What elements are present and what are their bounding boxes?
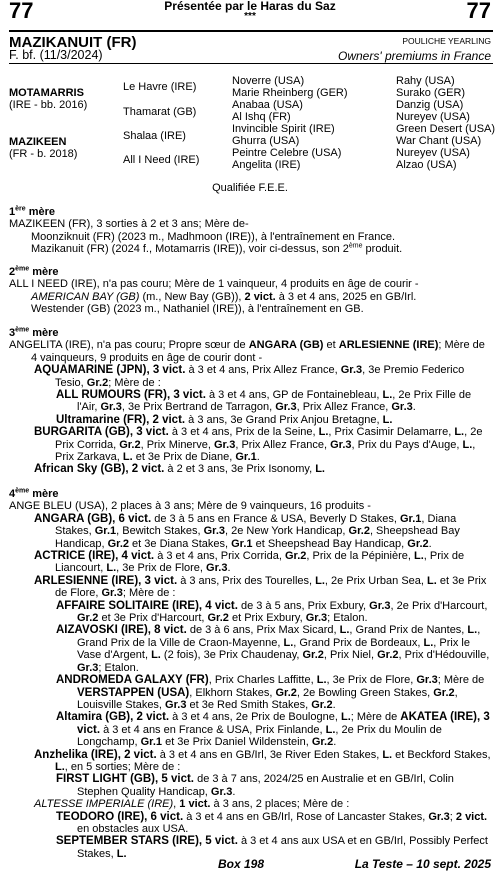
gen3-7: Angelita (IRE) (232, 159, 301, 171)
qualification: Qualifiée F.E.E. (212, 182, 288, 194)
footer-sale: La Teste – 10 sept. 2025 (354, 857, 491, 871)
mere4-first-light: FIRST LIGHT (GB), 5 vict. de 3 à 7 ans, 2024/25 en Australie et en GB/Irl, Colin Stephen Quality Handicap, Gr.3. (56, 773, 454, 798)
mere4-september-stars: SEPTEMBER STARS (IRE), 5 vict. à 3 et 4 ans aux USA et en GB/Irl, Possibly Perfect Stakes, L. (56, 835, 488, 860)
gen3-1: Marie Rheinberg (GER) (232, 87, 348, 99)
gen3-list (232, 75, 348, 171)
gen4-4: Green Desert (USA) (396, 123, 496, 135)
pedigree-sire (9, 87, 87, 111)
mere3-aquamarine: AQUAMARINE (JPN), 3 vict. à 3 et 4 ans, Prix Allez France, Gr.3, 3e Premio Federico Tesio, Gr.2; Mère de : (34, 364, 465, 389)
gen4-3: Nureyev (USA) (396, 111, 470, 123)
dam-name: MAZIKEEN (9, 136, 67, 148)
footer-box: Box 198 (218, 857, 265, 871)
mere2-line3: Westender (GB) (2023 m., Nathaniel (IRE)), à l'entraînement en GB. (31, 303, 364, 316)
lot-number-left: 77 (9, 0, 34, 23)
lot-number-right: 77 (466, 0, 491, 23)
gen2-1: Thamarat (GB) (123, 106, 197, 118)
american-bay: AMERICAN BAY (GB) (31, 290, 140, 303)
gen4-5: War Chant (USA) (396, 135, 482, 147)
mere4-altamira: Altamira (GB), 2 vict. à 3 et 4 ans, 2e Prix de Boulogne, L.; Mère de AKATEA (IRE), 3 vict. à 3 et 4 ans en France & USA, Prix Finlande, L., 2e Prix du Moulin de Longchamp, Gr.1 et 3e Prix Daniel Wildenstein, Gr.2. (56, 711, 490, 749)
section-title-4: 4ème mère (9, 487, 59, 500)
header-rule-bottom (9, 63, 493, 64)
stars: *** (244, 11, 256, 22)
mere1-line2: Moonziknuit (FR) (2023 m., Madhmoon (IRE)), à l'entraînement en France. (31, 230, 396, 243)
pedigree-dam (9, 136, 77, 160)
section-4eme-mere (9, 488, 494, 860)
mere2-line1: ALL I NEED (IRE), n'a pas couru; Mère de 1 vainqueur, 4 produits en âge de courir - (9, 278, 419, 291)
gen3-6: Peintre Celebre (USA) (232, 147, 342, 159)
horse-name: MAZIKANUIT (FR) (9, 34, 137, 51)
owners-premiums: Owners' premiums in France (338, 49, 491, 63)
mere3-burgarita: BURGARITA (GB), 3 vict. à 3 et 4 ans, Prix de la Seine, L., Prix Casimir Delamarre, L., 2e Prix Corrida, Gr.2, Prix Minerve, Gr.3, Prix Allez France, Gr.3, Prix du Pays d'Auge, L., Prix Zarkava, L. et 3e Prix de Diane, Gr.1. (34, 426, 483, 464)
gen4-2: Danzig (USA) (396, 99, 464, 111)
section-title-1: 1ère mère (9, 205, 55, 218)
sire-info: (IRE - bb. 2016) (9, 99, 88, 111)
mere1-line1: MAZIKEEN (FR), 3 sorties à 2 et 3 ans; Mère de- (9, 218, 249, 231)
mere4-actrice: ACTRICE (IRE), 4 vict. à 3 et 4 ans, Prix Corrida, Gr.2, Prix de la Pépinière, L., Prix de Liancourt, L., 3e Prix de Flore, Gr.3. (34, 550, 465, 575)
section-3eme-mere (9, 327, 494, 476)
dam-info: (FR - b. 2018) (9, 148, 78, 160)
gen4-7: Alzao (USA) (396, 159, 457, 171)
gen2-0: Le Havre (IRE) (123, 81, 197, 93)
gen2-2: Shalaa (IRE) (123, 130, 186, 142)
mere2-line2: AMERICAN BAY (GB) (m., New Bay (GB)), 2 vict. à 3 et 4 ans, 2025 en GB/Irl. (31, 290, 417, 303)
gen4-1: Surako (GER) (396, 87, 466, 99)
mere4-andromeda-galaxy: ANDROMEDA GALAXY (FR), Prix Charles Laffitte, L., 3e Prix de Flore, Gr.3; Mère de VERSTAPPEN (USA), Elkhorn Stakes, Gr.2, 2e Bowling Green Stakes, Gr.2, Louisville Stakes, Gr.3 et 3e Red Smith Stakes, Gr.2. (56, 674, 485, 711)
gen4-list (396, 75, 495, 171)
gen3-0: Noverre (USA) (232, 75, 305, 87)
section-title-3: 3ème mère (9, 326, 59, 339)
sire-name: MOTAMARRIS (9, 87, 84, 99)
mere3-ultramarine: Ultramarine (FR), 2 vict. à 3 ans, 3e Grand Prix Anjou Bretagne, L. (56, 413, 393, 426)
mere4-line1: ANGE BLEU (USA), 2 places à 3 ans; Mère de 9 vainqueurs, 16 produits - (9, 500, 371, 513)
gen3-4: Invincible Spirit (IRE) (232, 123, 335, 135)
mere4-teodoro: TEODORO (IRE), 6 vict. à 3 et 4 ans en GB/Irl, Rose of Lancaster Stakes, Gr.3; 2 vict. en obstacles aux USA. (56, 810, 488, 835)
section-title-2: 2ème mère (9, 265, 59, 278)
gen4-0: Rahy (USA) (396, 75, 455, 87)
gen3-5: Ghurra (USA) (232, 135, 300, 147)
section-2eme-mere (9, 266, 494, 316)
presenter: Présentée par le Haras du Saz (164, 0, 336, 13)
gen2-3: All I Need (IRE) (123, 154, 200, 166)
mere3-line1: ANGELITA (IRE), n'a pas couru; Propre sœur de ANGARA (GB) et ARLESIENNE (IRE); Mère de 4 vainqueurs, 9 produits en âge de courir dont - (9, 339, 485, 364)
header-rule-top (9, 30, 493, 32)
section-1ere-mere (9, 206, 494, 256)
mere4-affaire-solitaire: AFFAIRE SOLITAIRE (IRE), 4 vict. de 3 à 5 ans, Prix Exbury, Gr.3, 2e Prix d'Harcourt, Gr.2 et 3e Prix d'Harcourt, Gr.2 et Prix Exbury, Gr.3; Etalon. (56, 599, 488, 625)
mere4-arlesienne: ARLESIENNE (IRE), 3 vict. à 3 ans, Prix des Tourelles, L., 2e Prix Urban Sea, L. et 3e Prix de Flore, Gr.3; Mère de : (34, 574, 487, 600)
gen4-6: Nureyev (USA) (396, 147, 470, 159)
mere4-aizavoski: AIZAVOSKI (IRE), 8 vict. de 3 à 6 ans, Prix Max Sicard, L., Grand Prix de Nantes, L., Grand Prix de la Ville de Craon-Mayenne, L., Grand Prix de Bordeaux, L., Prix le Vase d'Argent, L. (2 fois), 3e Prix Chaudenay, Gr.2, Prix Niel, Gr.2, Prix d'Hédouville, Gr.3; Etalon. (56, 624, 490, 674)
gen3-2: Anabaa (USA) (232, 99, 303, 111)
presenter-line (0, 0, 500, 22)
mere3-all-rumours: ALL RUMOURS (FR), 3 vict. à 3 et 4 ans, GP de Fontainebleau, L., 2e Prix Fille de l'Air, Gr.3, 3e Prix Bertrand de Tarragon, Gr.3, Prix Allez France, Gr.3. (56, 389, 472, 414)
mere3-african-sky: African Sky (GB), 2 vict. à 2 et 3 ans, 3e Prix Isonomy, L. (34, 463, 325, 476)
mere4-anzhelika: Anzhelika (IRE), 2 vict. à 3 et 4 ans en GB/Irl, 3e River Eden Stakes, L. et Beckford Stakes, L., en 5 sorties; Mère de : (34, 748, 491, 773)
gen3-3: Al Ishq (FR) (232, 111, 291, 123)
mere4-angara: ANGARA (GB), 6 vict. de 3 à 5 ans en France & USA, Beverly D Stakes, Gr.1, Diana Stakes, Gr.1, Bewitch Stakes, Gr.3, 2e New York Handicap, Gr.2, Sheepshead Bay Handicap, Gr.2 et 3e Diana Stakes, Gr.1 et Sheepshead Bay Handicap, Gr.2. (34, 512, 460, 550)
mere4-altesse: ALTESSE IMPERIALE (IRE), 1 vict. à 3 ans, 2 places; Mère de : (34, 798, 350, 811)
horse-details: F. bf. (11/3/2024) (9, 48, 103, 62)
mere1-line3: Mazikanuit (FR) (2024 f., Motamarris (IRE)), voir ci-dessus, son 2ème produit. (31, 242, 403, 256)
horse-category: POULICHE YEARLING (402, 36, 491, 46)
